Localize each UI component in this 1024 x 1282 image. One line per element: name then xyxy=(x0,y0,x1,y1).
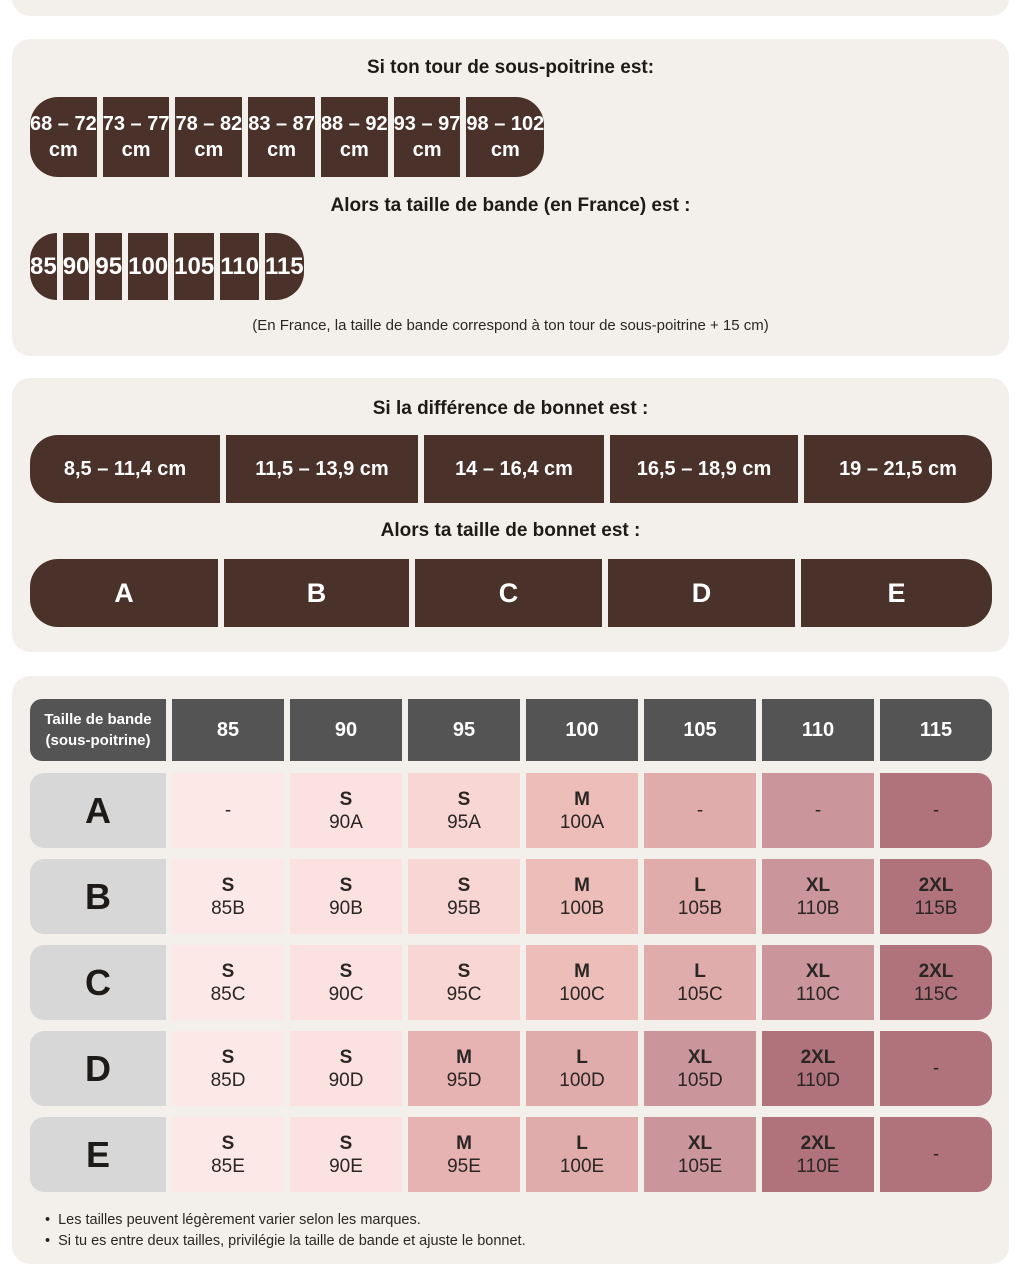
size-code: 95B xyxy=(447,897,481,919)
band-size-pill: 85 xyxy=(30,233,57,300)
cup-difference-pill: 11,5 – 13,9 cm xyxy=(226,435,418,503)
size-letter: M xyxy=(456,1046,472,1068)
size-letter: S xyxy=(339,1132,353,1154)
cup-label: C xyxy=(30,945,166,1020)
band-size-heading: Alors ta taille de bande (en France) est : xyxy=(330,195,691,216)
cup-size-row xyxy=(30,559,992,627)
size-letter: S xyxy=(339,960,353,982)
size-cell xyxy=(880,859,992,934)
size-code: 100C xyxy=(559,983,605,1005)
size-cell xyxy=(290,1031,402,1106)
cup-difference-pill: 8,5 – 11,4 cm xyxy=(30,435,220,503)
size-letter: 2XL xyxy=(800,1046,836,1068)
cup-difference-pill: 14 – 16,4 cm xyxy=(424,435,604,503)
size-cell xyxy=(880,1031,992,1106)
size-letter: XL xyxy=(687,1046,713,1068)
size-letter: S xyxy=(339,788,353,810)
size-letter: L xyxy=(576,1046,588,1068)
cup-size-pill: A xyxy=(30,559,218,627)
size-letter: XL xyxy=(805,874,831,896)
size-letter: M xyxy=(574,874,590,896)
table-header-band: 90 xyxy=(290,699,402,761)
size-letter: 2XL xyxy=(800,1132,836,1154)
size-letter: - xyxy=(814,800,822,821)
cup-size-pill: E xyxy=(801,559,992,627)
band-size-pill: 100 xyxy=(128,233,168,300)
cup-size-pill: D xyxy=(608,559,795,627)
size-code: 110E xyxy=(796,1155,840,1177)
size-cell xyxy=(290,1117,402,1192)
size-letter: S xyxy=(457,788,471,810)
size-cell xyxy=(526,773,638,848)
size-letter: S xyxy=(221,960,235,982)
size-cell xyxy=(526,859,638,934)
size-cell xyxy=(172,1117,284,1192)
size-code: 100D xyxy=(559,1069,605,1091)
underbust-heading: Si ton tour de sous-poitrine est: xyxy=(366,57,655,78)
table-header-band: 100 xyxy=(526,699,638,761)
band-size-pill: 115 xyxy=(265,233,304,300)
size-code: 90C xyxy=(328,983,364,1005)
size-code: 100E xyxy=(559,1155,605,1177)
size-code: 85C xyxy=(210,983,246,1005)
size-cell xyxy=(762,1031,874,1106)
table-row xyxy=(30,773,992,848)
table-header-band: 115 xyxy=(880,699,992,761)
size-letter: - xyxy=(224,800,232,821)
size-cell xyxy=(644,773,756,848)
size-code: 95E xyxy=(447,1155,481,1177)
cup-label: A xyxy=(30,773,166,848)
size-letter: 2XL xyxy=(918,960,954,982)
size-letter: S xyxy=(221,1132,235,1154)
size-cell xyxy=(408,945,520,1020)
size-letter: S xyxy=(457,960,471,982)
size-cell xyxy=(644,945,756,1020)
cup-size-heading: Alors ta taille de bonnet est : xyxy=(380,520,641,541)
cup-size-pill: B xyxy=(224,559,409,627)
table-row xyxy=(30,859,992,934)
underbust-range-pill: 68 – 72 cm xyxy=(30,97,97,177)
table-header-label-line: Taille de bande xyxy=(44,711,152,728)
size-code: 95A xyxy=(447,811,481,833)
table-row xyxy=(30,1031,992,1106)
size-cell xyxy=(290,859,402,934)
size-cell xyxy=(644,859,756,934)
size-letter: 2XL xyxy=(918,874,954,896)
size-code: 105D xyxy=(677,1069,723,1091)
size-cell xyxy=(880,1117,992,1192)
size-cell xyxy=(408,1031,520,1106)
size-code: 90E xyxy=(329,1155,363,1177)
size-cell xyxy=(644,1117,756,1192)
size-cell xyxy=(880,945,992,1020)
size-letter: M xyxy=(574,960,590,982)
size-letter: XL xyxy=(687,1132,713,1154)
underbust-range-pill: 78 – 82 cm xyxy=(175,97,242,177)
size-code: 90D xyxy=(328,1069,364,1091)
size-letter: M xyxy=(574,788,590,810)
size-code: 85D xyxy=(210,1069,246,1091)
cup-difference-pill: 19 – 21,5 cm xyxy=(804,435,992,503)
underbust-range-pill: 93 – 97 cm xyxy=(394,97,461,177)
size-cell xyxy=(762,1117,874,1192)
size-cell xyxy=(762,945,874,1020)
size-table xyxy=(30,699,992,1203)
band-size-pill: 95 xyxy=(95,233,122,300)
underbust-range-pill: 73 – 77 cm xyxy=(103,97,170,177)
size-cell xyxy=(408,1117,520,1192)
table-row xyxy=(30,1117,992,1192)
table-header-band: 95 xyxy=(408,699,520,761)
size-code: 115B xyxy=(914,897,958,919)
band-size-pill: 105 xyxy=(174,233,214,300)
size-letter: S xyxy=(457,874,471,896)
cup-size-panel xyxy=(12,378,1009,652)
size-letter: S xyxy=(339,1046,353,1068)
cup-difference-heading: Si la différence de bonnet est : xyxy=(372,398,649,419)
size-letter: L xyxy=(694,960,706,982)
size-code: 100A xyxy=(559,811,605,833)
cup-size-pill: C xyxy=(415,559,602,627)
size-cell xyxy=(172,773,284,848)
size-cell xyxy=(408,773,520,848)
band-size-pill: 90 xyxy=(63,233,90,300)
previous-panel-edge xyxy=(12,0,1009,16)
band-size-pill: 110 xyxy=(220,233,259,300)
table-header-label-line: (sous-poitrine) xyxy=(45,732,151,749)
size-code: 110B xyxy=(796,897,840,919)
size-cell xyxy=(290,773,402,848)
size-code: 85E xyxy=(211,1155,245,1177)
table-header-row xyxy=(30,699,992,761)
band-size-note: (En France, la taille de bande correspond à ton tour de sous-poitrine + 15 cm) xyxy=(252,317,769,334)
size-letter: L xyxy=(694,874,706,896)
size-cell xyxy=(172,1031,284,1106)
footnote-item: • Si tu es entre deux tailles, privilégie la taille de bande et ajuste le bonnet. xyxy=(45,1231,526,1252)
size-letter: S xyxy=(221,1046,235,1068)
size-code: 110D xyxy=(795,1069,840,1091)
size-code: 90A xyxy=(329,811,363,833)
underbust-range-row xyxy=(30,97,992,177)
size-cell xyxy=(408,859,520,934)
footnotes xyxy=(45,1210,526,1252)
size-cell xyxy=(762,859,874,934)
cup-label: D xyxy=(30,1031,166,1106)
size-cell xyxy=(880,773,992,848)
band-size-row xyxy=(30,233,992,300)
size-cell xyxy=(644,1031,756,1106)
table-body xyxy=(30,773,992,1192)
underbust-range-pill: 83 – 87 cm xyxy=(248,97,315,177)
size-letter: S xyxy=(221,874,235,896)
cup-difference-row xyxy=(30,435,992,503)
size-code: 100B xyxy=(559,897,605,919)
size-cell xyxy=(762,773,874,848)
size-letter: - xyxy=(932,1058,940,1079)
size-cell xyxy=(526,1031,638,1106)
size-code: 105C xyxy=(677,983,723,1005)
size-cell xyxy=(526,1117,638,1192)
size-cell xyxy=(172,945,284,1020)
size-letter: M xyxy=(456,1132,472,1154)
cup-label: B xyxy=(30,859,166,934)
table-header-band: 105 xyxy=(644,699,756,761)
size-letter: XL xyxy=(805,960,831,982)
size-code: 85B xyxy=(211,897,245,919)
band-size-panel xyxy=(12,39,1009,356)
table-row xyxy=(30,945,992,1020)
cup-label: E xyxy=(30,1117,166,1192)
size-code: 95C xyxy=(446,983,482,1005)
underbust-range-pill: 88 – 92 cm xyxy=(321,97,388,177)
footnote-item: • Les tailles peuvent légèrement varier selon les marques. xyxy=(45,1210,526,1231)
table-header-label xyxy=(30,699,166,761)
size-cell xyxy=(172,859,284,934)
size-code: 95D xyxy=(446,1069,482,1091)
size-code: 105E xyxy=(677,1155,723,1177)
size-cell xyxy=(526,945,638,1020)
size-code: 115C xyxy=(913,983,958,1005)
size-code: 90B xyxy=(329,897,363,919)
size-code: 110C xyxy=(795,983,840,1005)
size-letter: S xyxy=(339,874,353,896)
size-letter: - xyxy=(696,800,704,821)
size-code: 105B xyxy=(677,897,723,919)
size-letter: L xyxy=(576,1132,588,1154)
table-header-band: 110 xyxy=(762,699,874,761)
table-header-band: 85 xyxy=(172,699,284,761)
cup-difference-pill: 16,5 – 18,9 cm xyxy=(610,435,798,503)
size-letter: - xyxy=(932,800,940,821)
size-letter: - xyxy=(932,1144,940,1165)
size-cell xyxy=(290,945,402,1020)
underbust-range-pill: 98 – 102 cm xyxy=(466,97,544,177)
size-table-panel xyxy=(12,676,1009,1264)
